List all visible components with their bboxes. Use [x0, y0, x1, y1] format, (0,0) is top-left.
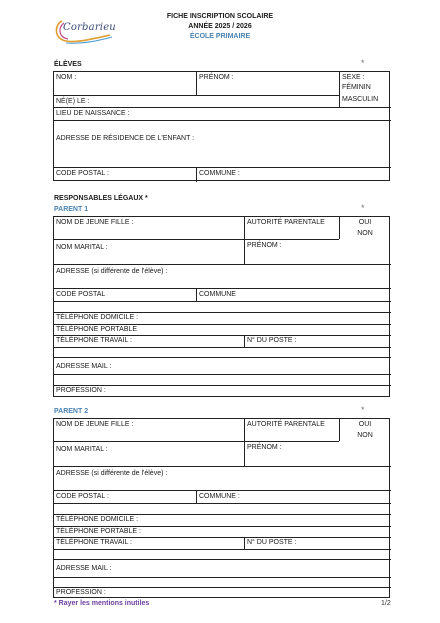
p1-nom-marital-field[interactable]: NOM MARITAL :	[56, 244, 108, 251]
eleve-naissance-date-field[interactable]: NÉ(E) LE :	[56, 98, 90, 105]
parent1-asterisk: *	[361, 203, 365, 213]
p2-tel-travail-field[interactable]: TÉLÉPHONE TRAVAIL :	[56, 539, 132, 546]
p1-profession-field[interactable]: PROFESSION :	[56, 387, 106, 394]
p2-poste-field[interactable]: N° DU POSTE :	[247, 539, 297, 546]
p1-prenom-field[interactable]: PRÉNOM :	[247, 242, 282, 249]
sexe-masculin-option[interactable]: MASCULIN	[342, 96, 379, 103]
eleve-commune-field[interactable]: COMMUNE :	[199, 170, 240, 177]
eleves-heading: ÉLÈVES	[54, 61, 82, 68]
p2-autorite-oui-option[interactable]: OUI	[358, 421, 372, 428]
p1-tel-domicile-field[interactable]: TÉLÉPHONE DOMICILE :	[56, 314, 139, 321]
p1-commune-field[interactable]: COMMUNE	[199, 291, 236, 298]
p2-commune-field[interactable]: COMMUNE :	[199, 493, 240, 500]
form-title: FICHE INSCRIPTION SCOLAIRE	[166, 13, 274, 20]
eleve-adresse-field[interactable]: ADRESSE DE RÉSIDENCE DE L'ENFANT :	[56, 135, 195, 142]
p1-adresse-field[interactable]: ADRESSE (si différente de l'élève) :	[56, 268, 168, 275]
eleve-lieu-naissance-field[interactable]: LIEU DE NAISSANCE :	[56, 110, 130, 117]
p2-nom-jeune-fille-field[interactable]: NOM DE JEUNE FILLE :	[56, 421, 134, 428]
p1-mail-field[interactable]: ADRESSE MAIL :	[56, 363, 112, 370]
p1-autorite-label: AUTORITÉ PARENTALE	[247, 219, 325, 226]
responsables-heading: RESPONSABLES LÉGAUX *	[54, 195, 148, 202]
parent2-heading: PARENT 2	[54, 408, 89, 415]
eleve-prenom-field[interactable]: PRÉNOM :	[199, 74, 234, 81]
p1-tel-portable-field[interactable]: TÉLÉPHONE PORTABLE	[56, 326, 138, 333]
p2-profession-field[interactable]: PROFESSION :	[56, 589, 106, 596]
p1-autorite-oui-option[interactable]: OUI	[358, 219, 372, 226]
p1-tel-travail-field[interactable]: TÉLÉPHONE TRAVAIL :	[56, 337, 132, 344]
p1-poste-field[interactable]: N° DU POSTE :	[247, 337, 297, 344]
eleve-code-postal-field[interactable]: CODE POSTAL :	[56, 170, 109, 177]
parent1-heading: PARENT 1	[54, 206, 89, 213]
footnote-rayer: * Rayer les mentions inutiles	[54, 600, 150, 607]
p1-autorite-non-option[interactable]: NON	[357, 230, 373, 237]
p2-tel-domicile-field[interactable]: TÉLÉPHONE DOMICILE :	[56, 516, 139, 523]
page-number: 1/2	[381, 600, 391, 607]
p2-tel-portable-field[interactable]: TÉLÉPHONE PORTABLE :	[56, 528, 141, 535]
p2-autorite-label: AUTORITÉ PARENTALE	[247, 421, 325, 428]
logo-text: Corbarieu	[63, 22, 116, 33]
sexe-label: SEXE :	[342, 74, 365, 81]
p2-adresse-field[interactable]: ADRESSE (si différente de l'élève) :	[56, 470, 168, 477]
parent2-table	[53, 418, 390, 598]
school-name: ÉCOLE PRIMAIRE	[189, 33, 251, 40]
p2-nom-marital-field[interactable]: NOM MARITAL :	[56, 446, 108, 453]
eleve-nom-field[interactable]: NOM :	[56, 74, 77, 81]
school-year: ANNÉE 2025 / 2026	[188, 23, 252, 30]
p2-code-postal-field[interactable]: CODE POSTAL :	[56, 493, 109, 500]
parent2-asterisk: *	[361, 405, 365, 415]
p2-prenom-field[interactable]: PRÉNOM :	[247, 444, 282, 451]
eleves-table	[53, 71, 390, 181]
parent1-table	[53, 216, 390, 397]
p1-nom-jeune-fille-field[interactable]: NOM DE JEUNE FILLE :	[56, 219, 134, 226]
sexe-feminin-option[interactable]: FÉMININ	[342, 84, 371, 91]
p1-code-postal-field[interactable]: CODE POSTAL	[56, 291, 106, 298]
eleves-asterisk: *	[361, 58, 365, 68]
p2-autorite-non-option[interactable]: NON	[357, 432, 373, 439]
p2-mail-field[interactable]: ADRESSE MAIL :	[56, 565, 112, 572]
